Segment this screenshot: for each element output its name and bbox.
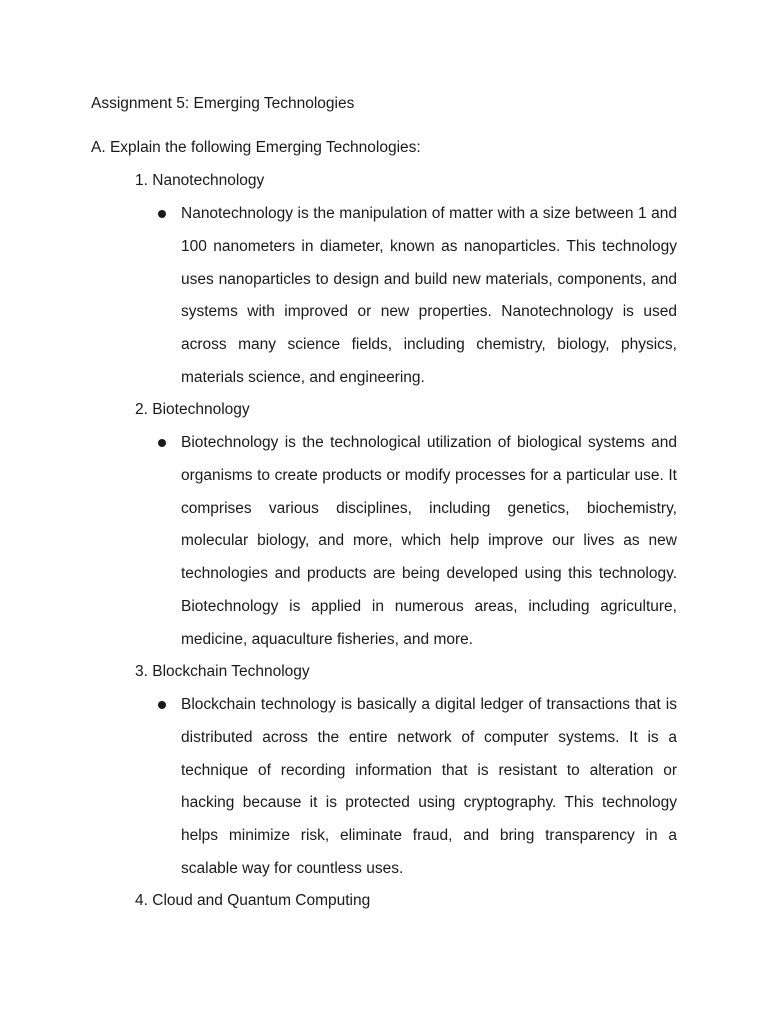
section-title: Nanotechnology: [152, 172, 265, 189]
bullet-icon: [158, 701, 166, 709]
section-description-nanotechnology: Nanotechnology is the manipulation of matter with a size between 1 and 100 nanometers in diameter, known as nanoparticles. This technology uses nanoparticles to design and build new materials, components, and systems with improved or new properties. Nanotechnology is used across many science fields, including chemistry, biology, physics, materials science, and engineering.: [181, 205, 677, 386]
section-title: Biotechnology: [152, 401, 250, 418]
section-description-biotechnology: Biotechnology is the technological utilization of biological systems and organisms to create products or modify processes for a particular use. It comprises various disciplines, including genetics, biochemistry, molecular biology, and more, which help improve our lives as new technologies and products are being developed using this technology. Biotechnology is applied in numerous areas, including agriculture, medicine, aquaculture fisheries, and more.: [181, 434, 677, 648]
bullet-icon: [158, 210, 166, 218]
section-heading-blockchain: [135, 661, 310, 683]
document-title: Assignment 5: Emerging Technologies: [91, 95, 355, 112]
section-number: 2.: [135, 401, 148, 418]
section-title: Cloud and Quantum Computing: [152, 892, 371, 909]
section-heading-cloud-quantum: [135, 890, 370, 912]
section-heading-nanotechnology: [135, 170, 264, 192]
section-title: Blockchain Technology: [152, 663, 310, 680]
instructions-heading: A. Explain the following Emerging Technologies:: [91, 139, 421, 156]
section-number: 4.: [135, 892, 148, 909]
section-heading-biotechnology: [135, 399, 250, 421]
bullet-icon: [158, 439, 166, 447]
section-number: 3.: [135, 663, 148, 680]
section-description-blockchain: Blockchain technology is basically a digital ledger of transactions that is distributed across the entire network of computer systems. It is a technique of recording information that is resistant to alteration or hacking because it is protected using cryptography. This technology helps minimize risk, eliminate fraud, and bring transparency in a scalable way for countless uses.: [181, 696, 677, 877]
section-number: 1.: [135, 172, 148, 189]
